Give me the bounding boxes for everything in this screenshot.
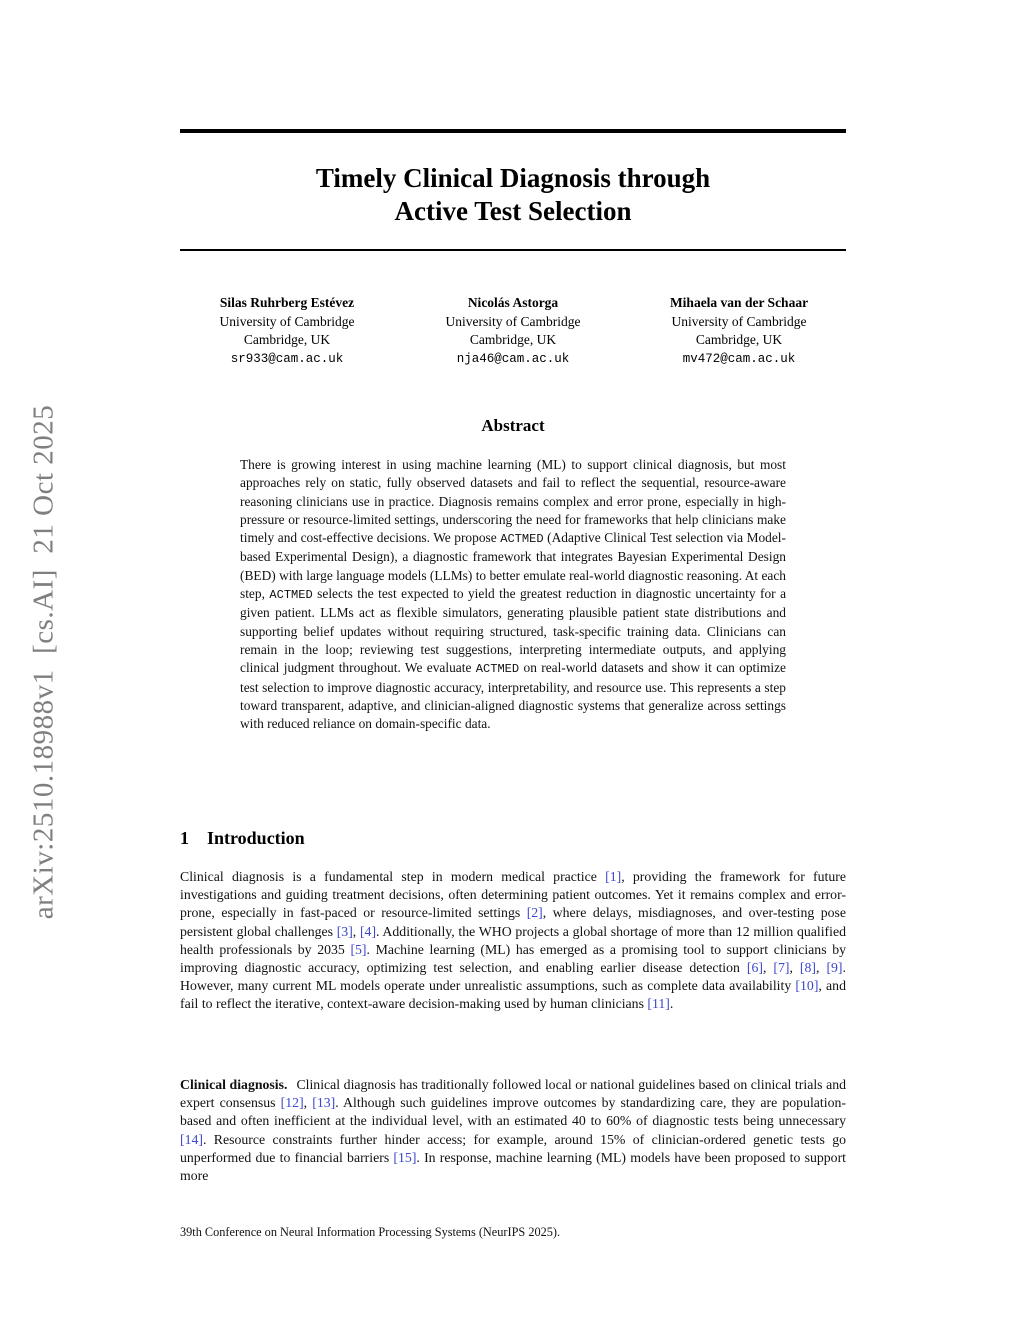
actmed-term: ACTMED: [269, 588, 313, 603]
section-number: 1: [180, 828, 189, 848]
citation-link[interactable]: [11]: [647, 996, 670, 1012]
author-city: Cambridge, UK: [243, 332, 331, 347]
author-name: Nicolás Astorga: [467, 295, 559, 310]
actmed-term: ACTMED: [475, 662, 520, 677]
citation-link[interactable]: [10]: [795, 978, 819, 994]
paper-title-line2: Active Test Selection: [394, 196, 632, 226]
citation-link[interactable]: [15]: [393, 1149, 417, 1165]
author-block: [406, 294, 620, 368]
citation-link[interactable]: [3]: [336, 923, 353, 939]
author-city: Cambridge, UK: [469, 332, 557, 347]
citation-link[interactable]: [4]: [359, 923, 377, 939]
citation-link[interactable]: [2]: [526, 905, 543, 921]
author-email: mv472@cam.ac.uk: [682, 351, 796, 366]
citation-link[interactable]: [6]: [746, 960, 763, 976]
citation-link[interactable]: [8]: [799, 960, 817, 976]
abstract-text: There is growing interest in using machine learning (ML) to support clinical diagnosis, but most approaches rely on static, fully observed datasets and fail to reflect the sequential, resource-aware reasoning clinicians use in practice. Diagnosis remains complex and error prone, especially in high-pressure or resource-limited settings, underscoring the need for frameworks that help clinicians make timely and cost-effective decisions. We propose ACTMED (Adaptive Clinical Test selection via Model-based Experimental Design), a diagnostic framework that integrates Bayesian Experimental Design (BED) with large language models (LLMs) to better emulate real-world diagnostic reasoning. At each step, ACTMED selects the test expected to yield the greatest reduction in diagnostic uncertainty for a given patient. LLMs act as flexible simulators, generating plausible patient state distributions and supporting belief updates without requiring structured, task-specific training data. Clinicians can remain in the loop; reviewing test suggestions, interpreting intermediate outputs, and applying clinical judgment throughout. We evaluate ACTMED on real-world datasets and show it can optimize test selection to improve diagnostic accuracy, interpretability, and resource use. This represents a step toward transparent, adaptive, and clinician-aligned diagnostic systems that generalize across settings with reduced reliance on domain-specific data.: [240, 457, 787, 732]
intro-paragraph-2: [180, 1076, 846, 1185]
section-title: Introduction: [207, 828, 305, 848]
author-name: Silas Ruhrberg Estévez: [219, 295, 355, 310]
paper-title: [180, 162, 846, 228]
author-email: sr933@cam.ac.uk: [230, 351, 344, 366]
paragraph-body: Clinical diagnosis has traditionally followed local or national guidelines based on clinical trials and expert consensus [12], [13]. Although such guidelines improve outcomes by standardizing care, they are population-based and often inefficient at the individual level, with an estimated 40 to 60% of diagnostic tests being unnecessary [14]. Resource constraints further hinder access; for example, around 15% of clinician-ordered genetic tests go unperformed due to financial barriers [15]. In response, machine learning (ML) models have been proposed to support more: [180, 1077, 846, 1184]
citation-link[interactable]: [14]: [180, 1131, 203, 1147]
abstract-heading: Abstract: [481, 416, 545, 435]
citation-link[interactable]: [9]: [826, 960, 843, 976]
author-block: [632, 294, 846, 368]
section-heading-introduction: [180, 828, 846, 849]
citation-link[interactable]: [7]: [773, 960, 790, 976]
intro-paragraph-1: Clinical diagnosis is a fundamental step in modern medical practice [1], providing the framework for future investigations and guiding treatment decisions, often determining patient outcomes. Yet it remains complex and error-prone, especially in fast-paced or resource-limited settings [2], where delays, misdiagnoses, and over-testing pose persistent global challenges [3], [4]. Additionally, the WHO projects a global shortage of more than 12 million qualified health professionals by 2035 [5]. Machine learning (ML) has emerged as a promising tool to support clinicians by improving diagnostic accuracy, optimizing test selection, and enabling earlier disease detection [6], [7], [8], [9]. However, many current ML models operate under unrealistic assumptions, such as complete data availability [10], and fail to reflect the iterative, context-aware decision-making used by human clinicians [11].: [180, 869, 847, 1012]
author-affiliation: University of Cambridge: [445, 313, 581, 329]
footer-note: 39th Conference on Neural Information Processing Systems (NeurIPS 2025).: [180, 1225, 561, 1239]
author-name: Mihaela van der Schaar: [669, 295, 809, 310]
author-email: nja46@cam.ac.uk: [456, 351, 570, 366]
paper-title-line1: Timely Clinical Diagnosis through: [315, 163, 711, 193]
top-rule: [180, 129, 846, 133]
arxiv-watermark: arXiv:2510.18988v1 [cs.AI] 21 Oct 2025: [27, 404, 60, 920]
paragraph-lead: Clinical diagnosis.: [180, 1077, 288, 1092]
actmed-term: ACTMED: [500, 532, 544, 547]
citation-link[interactable]: [1]: [605, 869, 622, 884]
author-block: [180, 294, 394, 368]
author-row: [180, 294, 846, 368]
author-city: Cambridge, UK: [695, 332, 783, 347]
citation-link[interactable]: [12]: [280, 1095, 304, 1111]
author-affiliation: University of Cambridge: [671, 313, 807, 329]
author-affiliation: University of Cambridge: [219, 313, 355, 329]
citation-link[interactable]: [13]: [312, 1095, 336, 1111]
citation-link[interactable]: [5]: [350, 941, 367, 957]
title-rule: [180, 249, 846, 251]
